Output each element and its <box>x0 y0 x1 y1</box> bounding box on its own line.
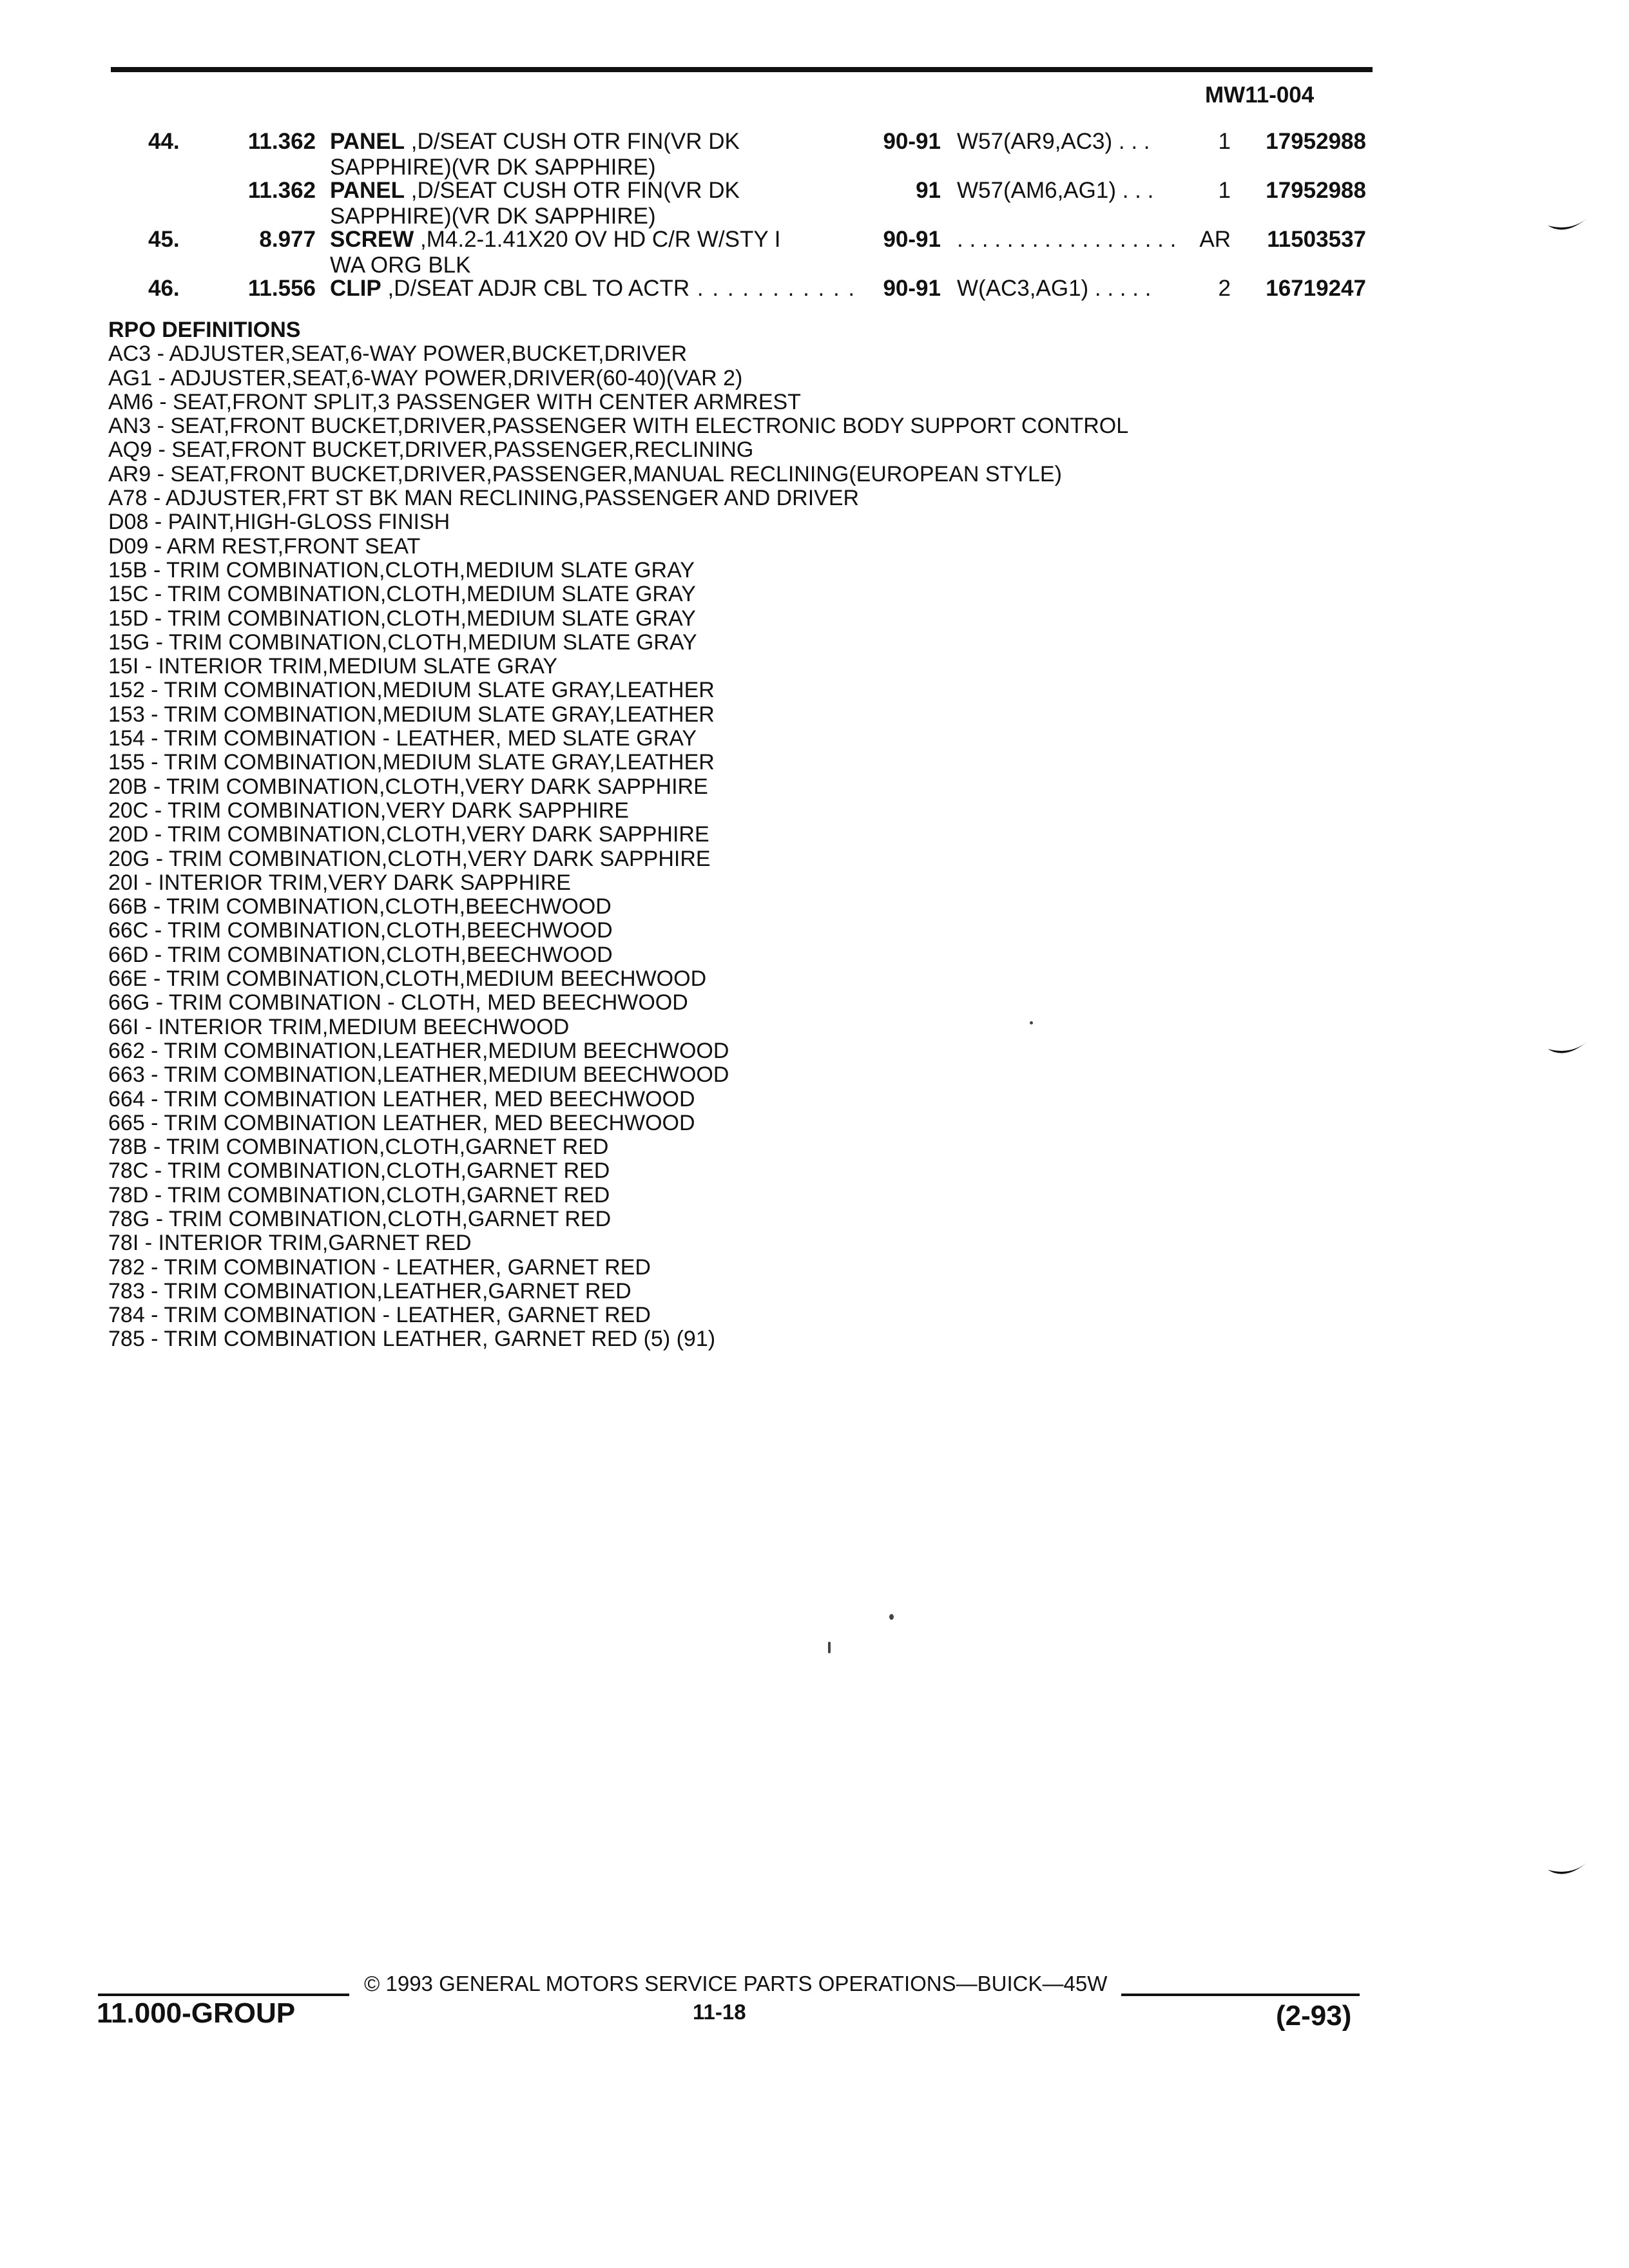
part-description: ,D/SEAT CUSH OTR FIN(VR DK <box>405 178 740 203</box>
rpo-definition-line: 662 - TRIM COMBINATION,LEATHER,MEDIUM BEECHWOOD <box>108 1038 729 1063</box>
page-reference: MW11-004 <box>1205 82 1315 108</box>
rpo-definition-line: 66E - TRIM COMBINATION,CLOTH,MEDIUM BEECHWOOD <box>108 966 707 992</box>
part-description-continued: SAPPHIRE)(VR DK SAPPHIRE) <box>330 155 656 180</box>
item-number: 44. <box>148 129 180 154</box>
quantity: 1 <box>1218 178 1231 203</box>
part-name: PANEL <box>330 129 405 154</box>
item-number: 45. <box>148 227 180 252</box>
rpo-definition-line: 15B - TRIM COMBINATION,CLOTH,MEDIUM SLATE GRAY <box>108 557 695 582</box>
rpo-definition-line: AG1 - ADJUSTER,SEAT,6-WAY POWER,DRIVER(60-40)(VAR 2) <box>108 365 743 390</box>
rpo-definition-line: D09 - ARM REST,FRONT SEAT <box>108 533 421 559</box>
part-number: 17952988 <box>1266 129 1366 154</box>
rpo-definition-line: 20B - TRIM COMBINATION,CLOTH,VERY DARK SAPPHIRE <box>108 774 708 799</box>
rpo-definition-line: D08 - PAINT,HIGH-GLOSS FINISH <box>108 510 450 535</box>
model-years: 90-91 <box>883 276 941 301</box>
rpo-definition-line: 784 - TRIM COMBINATION - LEATHER, GARNET RED <box>108 1303 651 1328</box>
leader-dots: . . . . . . . . . . . <box>689 276 856 301</box>
rpo-definition-line: 66G - TRIM COMBINATION - CLOTH, MED BEECHWOOD <box>108 990 688 1015</box>
rpo-list <box>108 342 1128 1351</box>
rpo-definition-line: 20G - TRIM COMBINATION,CLOTH,VERY DARK SAPPHIRE <box>108 846 711 871</box>
rpo-definition-line: 20I - INTERIOR TRIM,VERY DARK SAPPHIRE <box>108 870 571 895</box>
footer-rule-right <box>1121 1994 1360 1996</box>
part-description: ,D/SEAT ADJR CBL TO ACTR <box>381 276 690 301</box>
part-name: PANEL <box>330 178 405 203</box>
rpo-definition-line: 154 - TRIM COMBINATION - LEATHER, MED SLATE GRAY <box>108 726 697 751</box>
group-number: 11.556 <box>247 276 316 301</box>
table-row <box>0 276 1629 302</box>
rpo-definition-line: 20D - TRIM COMBINATION,CLOTH,VERY DARK SAPPHIRE <box>108 822 709 847</box>
part-description: ,D/SEAT CUSH OTR FIN(VR DK <box>405 129 740 154</box>
model-years: 90-91 <box>883 227 941 252</box>
group-number: 11.362 <box>247 178 316 203</box>
group-number: 11.362 <box>247 129 316 154</box>
item-number: 46. <box>148 276 180 301</box>
quantity: 1 <box>1218 129 1231 154</box>
rpo-definition-line: 78I - INTERIOR TRIM,GARNET RED <box>108 1231 472 1256</box>
rpo-definition-line: 15C - TRIM COMBINATION,CLOTH,MEDIUM SLATE GRAY <box>108 582 696 607</box>
model-years: 91 <box>916 178 941 203</box>
option-codes: . . . . . . . . . . . . . . . . . . <box>957 227 1177 252</box>
rpo-definition-line: AM6 - SEAT,FRONT SPLIT,3 PASSENGER WITH CENTER ARMREST <box>108 389 801 414</box>
part-name-cell <box>330 178 740 204</box>
table-row <box>0 178 1629 229</box>
rpo-definition-line: 66B - TRIM COMBINATION,CLOTH,BEECHWOOD <box>108 894 612 919</box>
scan-speck <box>828 1642 831 1653</box>
part-number: 16719247 <box>1266 276 1366 301</box>
rpo-definition-line: AR9 - SEAT,FRONT BUCKET,DRIVER,PASSENGER,MANUAL RECLINING(EUROPEAN STYLE) <box>108 461 1062 486</box>
part-name-cell <box>330 129 740 155</box>
scan-speck <box>889 1614 894 1620</box>
option-codes: W57(AR9,AC3) . . . <box>957 129 1150 154</box>
part-name-cell <box>330 227 781 253</box>
rpo-definition-line: 66C - TRIM COMBINATION,CLOTH,BEECHWOOD <box>108 918 613 943</box>
rpo-definition-line: 155 - TRIM COMBINATION,MEDIUM SLATE GRAY,LEATHER <box>108 750 715 775</box>
part-description: ,M4.2-1.41X20 OV HD C/R W/STY I <box>414 227 781 252</box>
rpo-title: RPO DEFINITIONS <box>108 318 301 342</box>
punch-mark-icon <box>1547 214 1592 236</box>
top-rule <box>111 67 1373 72</box>
rpo-definition-line: 153 - TRIM COMBINATION,MEDIUM SLATE GRAY,LEATHER <box>108 702 715 727</box>
part-number: 11503537 <box>1267 227 1366 252</box>
rpo-definition-line: 78D - TRIM COMBINATION,CLOTH,GARNET RED <box>108 1182 610 1207</box>
rpo-definition-line: 15D - TRIM COMBINATION,CLOTH,MEDIUM SLATE GRAY <box>108 606 696 631</box>
footer-page-number: 11-18 <box>693 2000 746 2024</box>
part-description-continued: WA ORG BLK <box>330 253 471 278</box>
rpo-definition-line: 663 - TRIM COMBINATION,LEATHER,MEDIUM BEECHWOOD <box>108 1062 729 1088</box>
rpo-definitions <box>108 318 1128 1352</box>
rpo-definition-line: 78G - TRIM COMBINATION,CLOTH,GARNET RED <box>108 1206 612 1231</box>
punch-mark-icon <box>1547 1858 1592 1880</box>
part-name: SCREW <box>330 227 414 252</box>
rpo-definition-line: 665 - TRIM COMBINATION LEATHER, MED BEECHWOOD <box>108 1110 695 1135</box>
rpo-definition-line: 66D - TRIM COMBINATION,CLOTH,BEECHWOOD <box>108 942 613 967</box>
table-row <box>0 227 1629 278</box>
part-name: CLIP <box>330 276 381 301</box>
table-row <box>0 129 1629 180</box>
rpo-definition-line: AQ9 - SEAT,FRONT BUCKET,DRIVER,PASSENGER,RECLINING <box>108 437 754 463</box>
rpo-definition-line: 15G - TRIM COMBINATION,CLOTH,MEDIUM SLATE GRAY <box>108 629 697 655</box>
footer-date: (2-93) <box>1276 2000 1352 2032</box>
rpo-definition-line: AN3 - SEAT,FRONT BUCKET,DRIVER,PASSENGER WITH ELECTRONIC BODY SUPPORT CONTROL <box>108 414 1129 439</box>
rpo-definition-line: 66I - INTERIOR TRIM,MEDIUM BEECHWOOD <box>108 1014 570 1039</box>
scan-speck <box>1030 1021 1033 1024</box>
part-name-cell <box>330 276 856 302</box>
rpo-definition-line: 78B - TRIM COMBINATION,CLOTH,GARNET RED <box>108 1135 609 1160</box>
rpo-definition-line: 78C - TRIM COMBINATION,CLOTH,GARNET RED <box>108 1158 610 1184</box>
rpo-definition-line: 152 - TRIM COMBINATION,MEDIUM SLATE GRAY,LEATHER <box>108 678 715 703</box>
part-number: 17952988 <box>1266 178 1366 203</box>
footer-group: 11.000-GROUP <box>97 1997 296 2029</box>
footer-rule-left <box>98 1994 349 1996</box>
punch-mark-icon <box>1547 1037 1592 1059</box>
group-number: 8.977 <box>259 227 316 252</box>
rpo-definition-line: 15I - INTERIOR TRIM,MEDIUM SLATE GRAY <box>108 654 558 679</box>
quantity: AR <box>1199 227 1231 252</box>
rpo-definition-line: 785 - TRIM COMBINATION LEATHER, GARNET RED (5) (91) <box>108 1327 716 1352</box>
part-description-continued: SAPPHIRE)(VR DK SAPPHIRE) <box>330 204 656 229</box>
footer-copyright: © 1993 GENERAL MOTORS SERVICE PARTS OPERATIONS—BUICK—45W <box>364 1972 1108 1995</box>
rpo-definition-line: 20C - TRIM COMBINATION,VERY DARK SAPPHIRE <box>108 798 629 823</box>
rpo-definition-line: 783 - TRIM COMBINATION,LEATHER,GARNET RED <box>108 1278 631 1303</box>
rpo-definition-line: 782 - TRIM COMBINATION - LEATHER, GARNET RED <box>108 1254 651 1280</box>
option-codes: W(AC3,AG1) . . . . . <box>957 276 1152 301</box>
option-codes: W57(AM6,AG1) . . . <box>957 178 1154 203</box>
rpo-definition-line: 664 - TRIM COMBINATION LEATHER, MED BEECHWOOD <box>108 1086 695 1111</box>
rpo-definition-line: A78 - ADJUSTER,FRT ST BK MAN RECLINING,PASSENGER AND DRIVER <box>108 486 860 511</box>
quantity: 2 <box>1218 276 1231 301</box>
model-years: 90-91 <box>883 129 941 154</box>
rpo-definition-line: AC3 - ADJUSTER,SEAT,6-WAY POWER,BUCKET,DRIVER <box>108 341 688 367</box>
